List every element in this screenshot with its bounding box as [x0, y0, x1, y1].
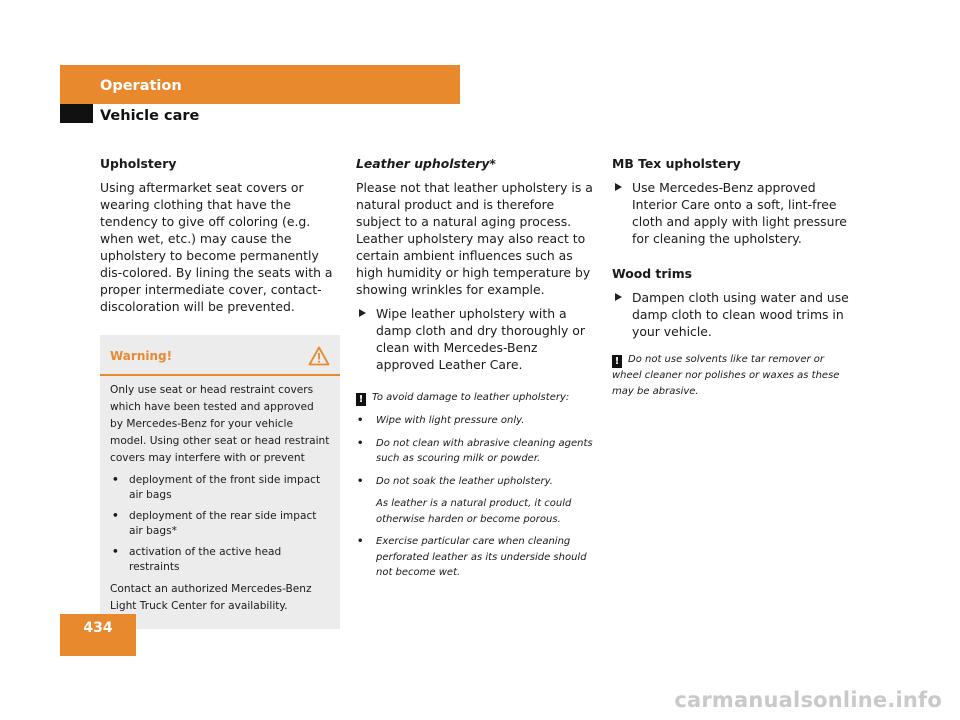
warning-bullet: • deployment of the front side impact air bags — [112, 474, 321, 501]
upholstery-paragraph: Using aftermarket seat covers or wearing clothing that have the tendency to give off coloring (e.g. when wet, etc.) may cause the upholstery to become permanently dis-colored. By lining the seats with a proper intermediate cover, contact-discoloration will be prevented. — [100, 180, 333, 314]
wood-notice: ! Do not use solvents like tar remover or wheel cleaner nor polishes or waxes as these may be abrasive. — [612, 354, 840, 397]
warning-body — [100, 376, 340, 615]
warning-bullet: • activation of the active head restraints — [112, 546, 282, 573]
column-upholstery — [100, 155, 340, 629]
exclamation-icon: ! — [612, 355, 622, 368]
column-leather — [356, 155, 596, 581]
warning-box — [100, 335, 340, 629]
column-mbtex-wood — [612, 155, 852, 399]
wood-trims-heading: Wood trims — [612, 266, 693, 281]
warning-footer: Contact an authorized Mercedes-Benz Light Truck Center for availability. — [110, 583, 312, 612]
notice-intro: ! To avoid damage to leather upholstery: — [356, 390, 596, 406]
bullet-dot-icon: • — [357, 437, 364, 449]
upholstery-heading: Upholstery — [100, 156, 177, 171]
bullet-dot-icon: • — [112, 510, 119, 522]
exclamation-icon: ! — [356, 393, 366, 406]
header-tab-marker — [60, 104, 93, 123]
notice-bullet: • Do not clean with abrasive cleaning agents such as scouring milk or powder. — [357, 437, 593, 464]
triangle-bullet-icon — [615, 183, 622, 191]
subsection-title: Vehicle care — [100, 108, 200, 124]
mbtex-heading: MB Tex upholstery — [612, 156, 741, 171]
bullet-dot-icon: • — [112, 474, 119, 486]
warning-bullet: • deployment of the rear side impact air bags* — [112, 510, 317, 537]
notice-bullet-continuation: As leather is a natural product, it could otherwise harden or become porous. — [376, 498, 572, 525]
mbtex-step: Use Mercedes-Benz approved Interior Care onto a soft, lint-free cloth and apply with light pressure for cleaning the upholstery. — [612, 179, 852, 247]
warning-triangle-icon — [308, 346, 330, 366]
triangle-bullet-icon — [359, 309, 366, 317]
notice-bullet: • Exercise particular care when cleaning perforated leather as its underside should not become wet. — [357, 536, 587, 578]
leather-paragraph: Please not that leather upholstery is a natural product and is therefore subject to a natural aging process. Leather upholstery may also react to certain ambient influences such as high humidity or high temperature by showing wrinkles for example. — [356, 180, 593, 297]
leather-heading: Leather upholstery* — [356, 156, 496, 171]
leather-notice — [356, 390, 596, 581]
warning-header — [100, 335, 340, 376]
warning-intro: Only use seat or head restraint covers which have been tested and approved by Mercedes-Benz for your vehicle model. Using other seat or head restraint covers may interfere with or prevent — [110, 384, 330, 464]
bullet-dot-icon: • — [357, 415, 364, 426]
notice-bullet: • Do not soak the leather upholstery. — [356, 474, 596, 490]
page-number: 434 — [83, 620, 113, 636]
page-number-box — [60, 614, 136, 656]
bullet-dot-icon: • — [357, 536, 364, 547]
watermark: carmanualsonline.info — [674, 688, 942, 712]
bullet-dot-icon: • — [357, 475, 364, 487]
warning-title: Warning! — [110, 348, 173, 363]
bullet-dot-icon: • — [112, 546, 119, 558]
section-title: Operation — [100, 78, 182, 94]
triangle-bullet-icon — [615, 293, 622, 301]
notice-bullet: • Wipe with light pressure only. — [356, 413, 596, 429]
leather-step: Wipe leather upholstery with a damp cloth and dry thoroughly or clean with Mercedes-Benz approved Leather Care. — [356, 305, 596, 373]
wood-trims-step: Dampen cloth using water and use damp cloth to clean wood trims in your vehicle. — [612, 289, 852, 340]
